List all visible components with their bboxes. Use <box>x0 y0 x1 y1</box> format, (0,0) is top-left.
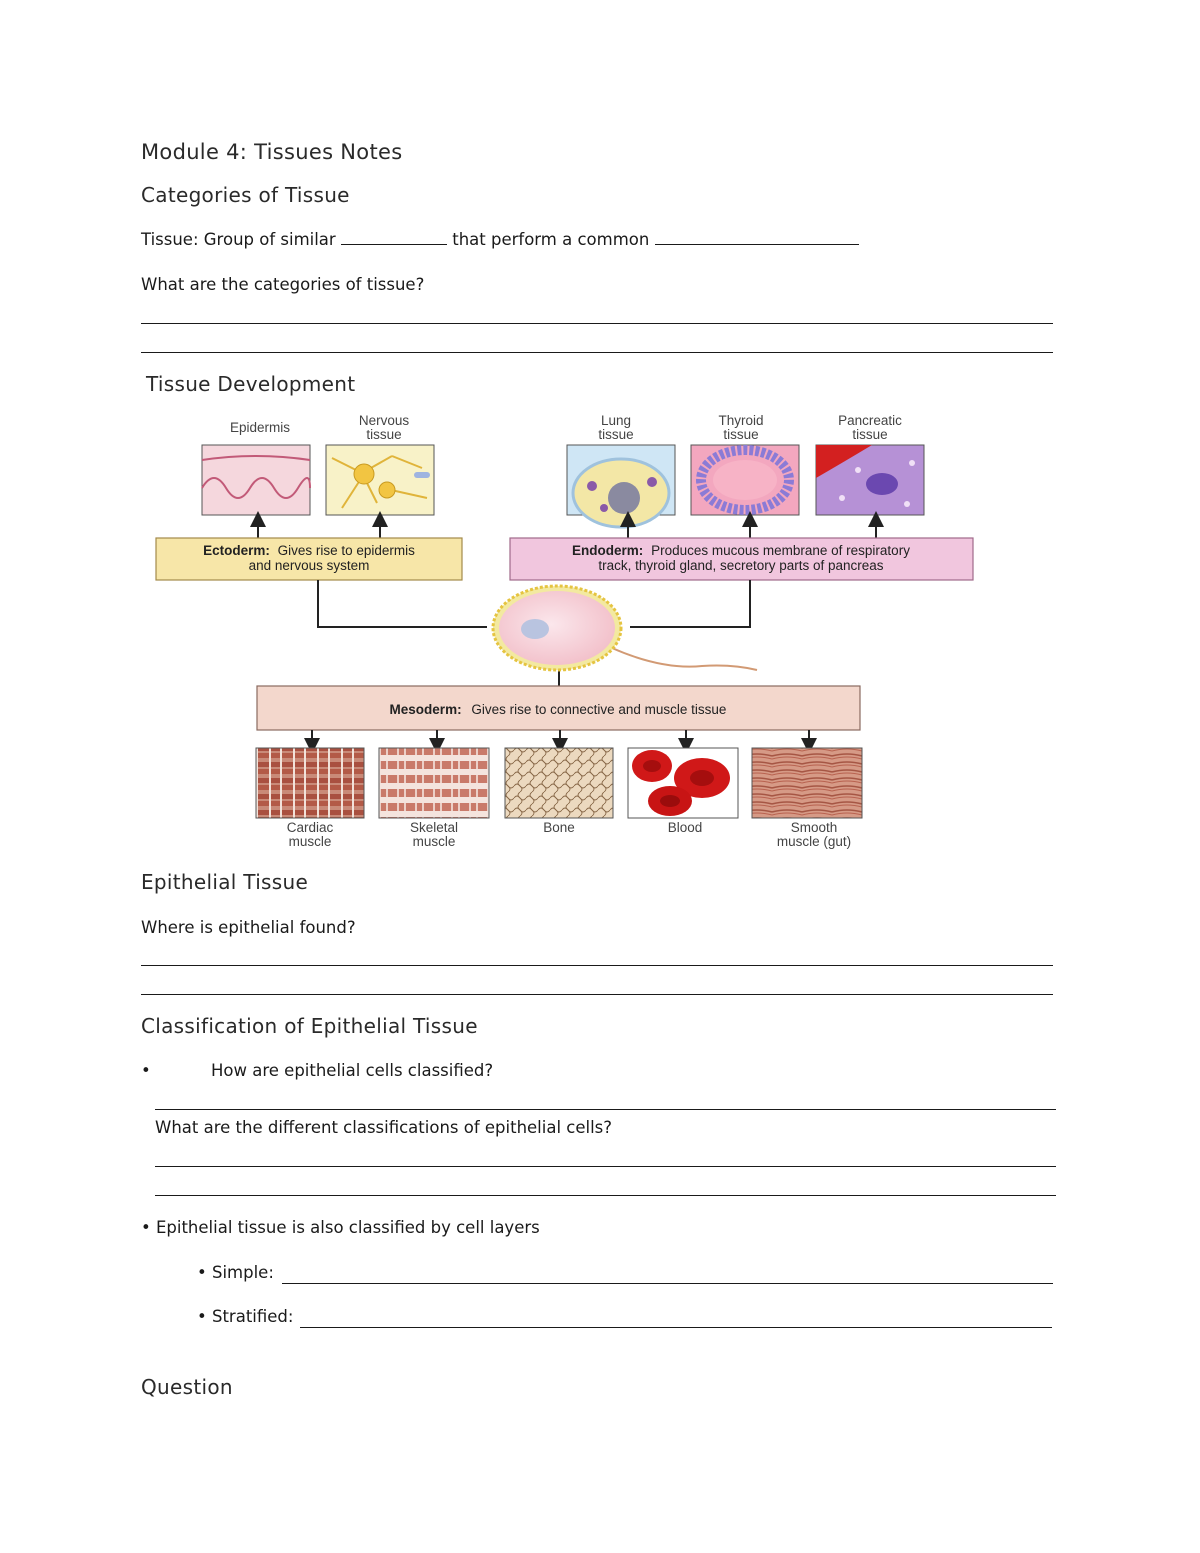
bone-image <box>505 748 613 818</box>
label-nervous-2: tissue <box>366 427 402 442</box>
pancreatic-tissue-image <box>816 445 924 515</box>
svg-text:Endoderm: Produces mucou <box>572 543 910 558</box>
label-lung-1: Lung <box>600 413 632 428</box>
label-pancreatic-2: tissue <box>852 427 888 442</box>
question-different-classifications: What are the different classifications of epithelial cells? <box>155 1118 613 1137</box>
question-categories: What are the categories of tissue? <box>141 275 425 294</box>
label-skeletal-2: muscle <box>412 834 456 849</box>
endoderm-line1: Produces mucous membrane of respiratory <box>651 543 910 558</box>
label-pancreatic-1: Pancreatic <box>838 413 902 428</box>
label-epidermis: Epidermis <box>229 420 291 435</box>
question-epithelial-found: Where is epithelial found? <box>141 918 356 937</box>
label-cardiac-1: Cardiac <box>286 820 334 835</box>
section-heading-classification: Classification of Epithelial Tissue <box>141 1014 478 1038</box>
endoderm-term: Endoderm: <box>572 543 644 558</box>
answer-line[interactable] <box>141 323 1053 324</box>
stratified-answer-line[interactable] <box>300 1327 1052 1328</box>
ectoderm-line1: Gives rise to epidermis <box>277 543 415 558</box>
label-bone: Bone <box>543 820 575 835</box>
label-cardiac-2: muscle <box>288 834 332 849</box>
label-nervous-1: Nervous <box>358 413 410 428</box>
section-heading-epithelial: Epithelial Tissue <box>141 870 309 894</box>
blood-image <box>628 748 738 818</box>
cardiac-muscle-image <box>256 748 364 818</box>
mesoderm-box <box>257 686 860 730</box>
answer-line[interactable] <box>141 352 1053 353</box>
answer-line[interactable] <box>155 1195 1056 1196</box>
blank-cells[interactable] <box>341 230 447 245</box>
ectoderm-term: Ectoderm: <box>203 543 270 558</box>
stratified-label: • Stratified: <box>197 1307 294 1326</box>
answer-line[interactable] <box>155 1109 1056 1110</box>
tissue-development-diagram <box>142 408 984 852</box>
smooth-muscle-image <box>752 748 862 818</box>
nervous-tissue-image <box>326 445 434 515</box>
label-skeletal-1: Skeletal <box>409 820 459 835</box>
question-how-classified: How are epithelial cells classified? <box>211 1061 494 1080</box>
tissue-definition <box>141 230 859 249</box>
bullet-marker: • <box>141 1061 151 1080</box>
section-heading-development: Tissue Development <box>146 372 356 396</box>
label-blood: Blood <box>667 820 703 835</box>
endoderm-box <box>510 538 973 580</box>
label-smooth-1: Smooth <box>790 820 838 835</box>
lung-tissue-image <box>567 445 675 527</box>
answer-line[interactable] <box>141 994 1053 995</box>
simple-label: • Simple: <box>197 1263 274 1282</box>
ectoderm-box <box>156 538 462 580</box>
blank-function[interactable] <box>655 230 859 245</box>
definition-prefix: Tissue: Group of similar <box>141 230 336 249</box>
mesoderm-line1: Gives rise to connective and muscle tissue <box>471 702 727 717</box>
skeletal-muscle-image <box>379 748 489 818</box>
svg-text:Ectoderm: Gives rise to <box>203 543 415 558</box>
epidermis-image <box>202 445 310 515</box>
ectoderm-line2: and nervous system <box>248 558 370 573</box>
endoderm-line2: track, thyroid gland, secretory parts of pancreas <box>598 558 884 573</box>
answer-line[interactable] <box>141 965 1053 966</box>
layers-statement: • Epithelial tissue is also classified by cell layers <box>141 1218 540 1237</box>
page-title: Module 4: Tissues Notes <box>141 140 403 164</box>
section-heading-question: Question <box>141 1375 233 1399</box>
label-thyroid-1: Thyroid <box>718 413 764 428</box>
label-lung-2: tissue <box>598 427 634 442</box>
thyroid-tissue-image <box>691 445 799 515</box>
svg-text:Mesoderm: Gives rise to <box>390 702 727 717</box>
label-thyroid-2: tissue <box>723 427 759 442</box>
definition-middle: that perform a common <box>452 230 650 249</box>
label-smooth-2: muscle (gut) <box>776 834 852 849</box>
mesoderm-term: Mesoderm: <box>389 702 462 717</box>
simple-answer-line[interactable] <box>282 1283 1053 1284</box>
section-heading-categories: Categories of Tissue <box>141 183 350 207</box>
answer-line[interactable] <box>155 1166 1056 1167</box>
